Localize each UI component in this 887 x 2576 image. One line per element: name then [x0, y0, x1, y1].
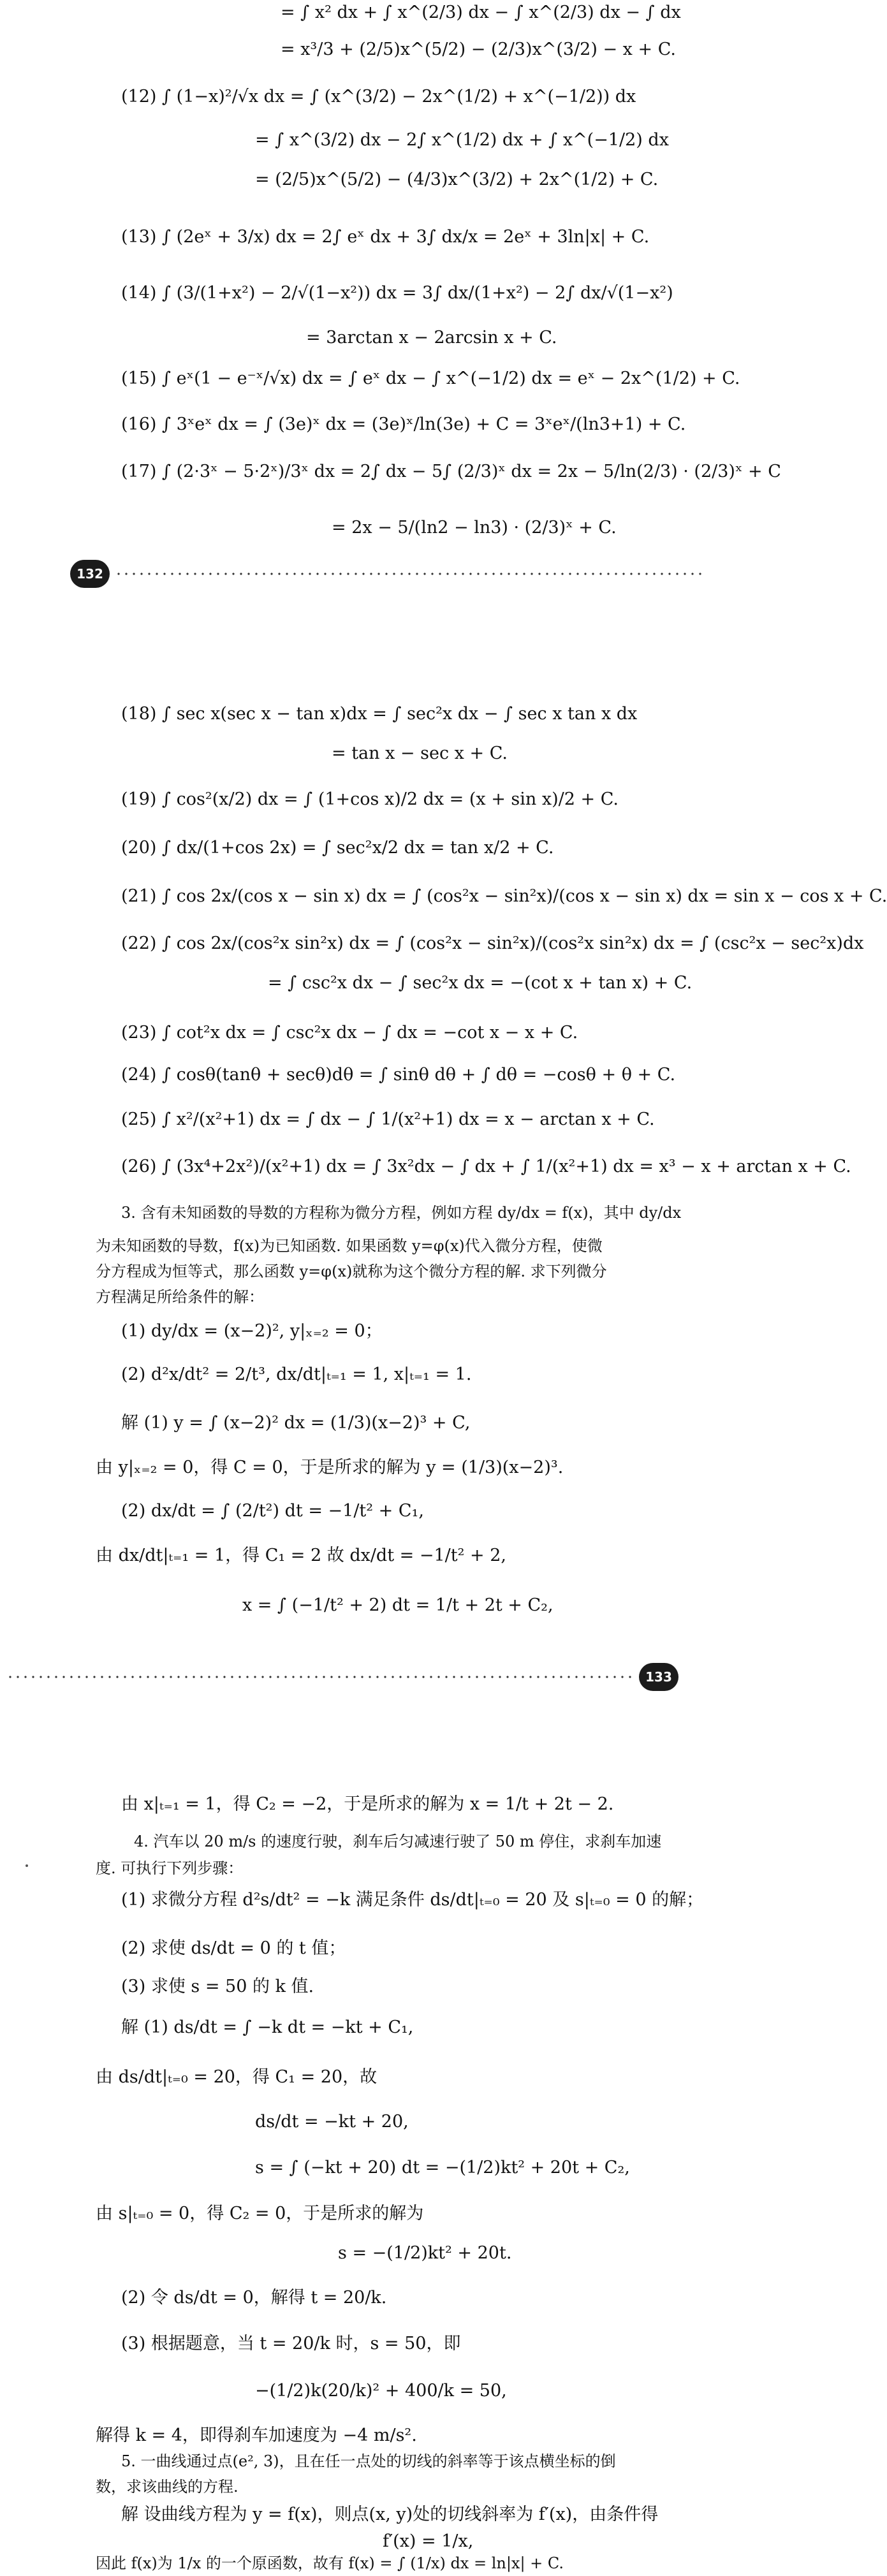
- equation-line: = tan x − sec x + C.: [332, 743, 508, 763]
- equation-line: = x³/3 + (2/5)x^(5/2) − (2/3)x^(3/2) − x + C.: [281, 40, 676, 59]
- equation-line: f′(x) = 1/x,: [383, 2531, 474, 2551]
- equation-line: (25) ∫ x²/(x²+1) dx = ∫ dx − ∫ 1/(x²+1) dx = x − arctan x + C.: [121, 1109, 655, 1129]
- equation-line: (3) 根据题意，当 t = 20/k 时，s = 50，即: [121, 2334, 461, 2353]
- equation-line: (14) ∫ (3/(1+x²) − 2/√(1−x²)) dx = 3∫ dx/(1+x²) − 2∫ dx/√(1−x²): [121, 283, 673, 303]
- paragraph-line: 数，求该曲线的方程.: [96, 2478, 238, 2496]
- equation-line: 由 ds/dt|ₜ₌₀ = 20，得 C₁ = 20，故: [96, 2067, 378, 2087]
- equation-line: = ∫ x² dx + ∫ x^(2/3) dx − ∫ x^(2/3) dx − ∫ dx: [281, 3, 681, 22]
- dotted-rule: [115, 573, 703, 575]
- page-separator: [0, 555, 722, 593]
- equation-line: (16) ∫ 3ˣeˣ dx = ∫ (3e)ˣ dx = (3e)ˣ/ln(3e) + C = 3ˣeˣ/(ln3+1) + C.: [121, 414, 686, 434]
- equation-line: (19) ∫ cos²(x/2) dx = ∫ (1+cos x)/2 dx = (x + sin x)/2 + C.: [121, 789, 619, 809]
- equation-line: x = ∫ (−1/t² + 2) dt = 1/t + 2t + C₂,: [242, 1595, 553, 1615]
- equation-line: (21) ∫ cos 2x/(cos x − sin x) dx = ∫ (cos²x − sin²x)/(cos x − sin x) dx = sin x − cos x + C.: [121, 886, 887, 906]
- equation-line: (1) dy/dx = (x−2)², y|ₓ₌₂ = 0；: [121, 1321, 383, 1341]
- equation-line: = 2x − 5/(ln2 − ln3) · (2/3)ˣ + C.: [332, 518, 617, 538]
- page-132: [0, 0, 781, 574]
- equation-line: (3) 求使 s = 50 的 k 值.: [121, 1977, 314, 1996]
- equation-line: (20) ∫ dx/(1+cos 2x) = ∫ sec²x/2 dx = tan x/2 + C.: [121, 838, 554, 858]
- equation-line: (2) dx/dt = ∫ (2/t²) dt = −1/t² + C₁,: [121, 1501, 424, 1521]
- paragraph-line: 4. 汽车以 20 m/s 的速度行驶，刹车后匀减速行驶了 50 m 停住，求刹车加速: [134, 1833, 662, 1850]
- page-number-badge: 132: [70, 560, 110, 588]
- paragraph-line: 3. 含有未知函数的导数的方程称为微分方程，例如方程 dy/dx = f(x)，其中 dy/dx: [121, 1204, 682, 1222]
- equation-line: (17) ∫ (2·3ˣ − 5·2ˣ)/3ˣ dx = 2∫ dx − 5∫ (2/3)ˣ dx = 2x − 5/ln(2/3) · (2/3)ˣ + C: [121, 462, 781, 481]
- equation-line: (24) ∫ cosθ(tanθ + secθ)dθ = ∫ sinθ dθ + ∫ dθ = −cosθ + θ + C.: [121, 1065, 676, 1085]
- equation-line: (18) ∫ sec x(sec x − tan x)dx = ∫ sec²x dx − ∫ sec x tan x dx: [121, 704, 638, 724]
- dotted-rule: [6, 1676, 633, 1678]
- equation-line: 由 x|ₜ₌₁ = 1，得 C₂ = −2，于是所求的解为 x = 1/t + 2t − 2.: [121, 1794, 614, 1814]
- paragraph-line: 5. 一曲线通过点(e², 3)，且在任一点处的切线的斜率等于该点横坐标的倒: [121, 2452, 616, 2470]
- equation-line: (13) ∫ (2eˣ + 3/x) dx = 2∫ eˣ dx + 3∫ dx/x = 2eˣ + 3ln|x| + C.: [121, 227, 650, 247]
- equation-line: s = ∫ (−kt + 20) dt = −(1/2)kt² + 20t + C₂,: [255, 2158, 630, 2177]
- equation-line: = ∫ csc²x dx − ∫ sec²x dx = −(cot x + tan x) + C.: [268, 973, 693, 993]
- paragraph-line: 为未知函数的导数，f(x)为已知函数. 如果函数 y=φ(x)代入微分方程，使微: [96, 1237, 603, 1255]
- equation-line: = (2/5)x^(5/2) − (4/3)x^(3/2) + 2x^(1/2) + C.: [255, 170, 659, 189]
- equation-line: (2) 令 ds/dt = 0，解得 t = 20/k.: [121, 2288, 387, 2308]
- paragraph-line: 度. 可执行下列步骤：: [96, 1859, 244, 1877]
- page-number-badge: 133: [639, 1663, 678, 1691]
- equation-line: (26) ∫ (3x⁴+2x²)/(x²+1) dx = ∫ 3x²dx − ∫ dx + ∫ 1/(x²+1) dx = x³ − x + arctan x + C.: [121, 1157, 851, 1176]
- equation-line: (2) d²x/dt² = 2/t³, dx/dt|ₜ₌₁ = 1, x|ₜ₌₁ = 1.: [121, 1365, 472, 1384]
- equation-line: 由 dx/dt|ₜ₌₁ = 1，得 C₁ = 2 故 dx/dt = −1/t² + 2,: [96, 1546, 506, 1565]
- paragraph-line: 由 y|ₓ₌₂ = 0，得 C = 0，于是所求的解为 y = (1/3)(x−2)³.: [96, 1458, 564, 1477]
- page-133: [0, 606, 887, 1677]
- paragraph-line: 解得 k = 4，即得刹车加速度为 −4 m/s².: [96, 2426, 417, 2445]
- scan-speck: [26, 1864, 28, 1867]
- equation-line: = ∫ x^(3/2) dx − 2∫ x^(1/2) dx + ∫ x^(−1/2) dx: [255, 130, 669, 150]
- page-separator: [0, 1658, 722, 1696]
- equation-line: (15) ∫ eˣ(1 − e⁻ˣ/√x) dx = ∫ eˣ dx − ∫ x^(−1/2) dx = eˣ − 2x^(1/2) + C.: [121, 369, 740, 388]
- equation-line: −(1/2)k(20/k)² + 400/k = 50,: [255, 2381, 507, 2401]
- paragraph-line: 由 s|ₜ₌₀ = 0，得 C₂ = 0，于是所求的解为: [96, 2204, 424, 2223]
- paragraph-line: 方程满足所给条件的解：: [96, 1288, 264, 1306]
- equation-line: (22) ∫ cos 2x/(cos²x sin²x) dx = ∫ (cos²x − sin²x)/(cos²x sin²x) dx = ∫ (csc²x − sec²x)dx: [121, 933, 864, 953]
- equation-line: 解 (1) y = ∫ (x−2)² dx = (1/3)(x−2)³ + C,: [121, 1413, 471, 1433]
- paragraph-line: 因此 f(x)为 1/x 的一个原函数，故有 f(x) = ∫ (1/x) dx = ln|x| + C.: [96, 2554, 564, 2572]
- equation-line: s = −(1/2)kt² + 20t.: [338, 2243, 512, 2263]
- equation-line: ds/dt = −kt + 20,: [255, 2112, 409, 2132]
- paragraph-line: 解 设曲线方程为 y = f(x)，则点(x, y)处的切线斜率为 f′(x)，由条件得: [121, 2505, 659, 2524]
- paragraph-line: 分方程成为恒等式，那么函数 y=φ(x)就称为这个微分方程的解. 求下列微分: [96, 1262, 607, 1280]
- equation-line: (2) 求使 ds/dt = 0 的 t 值；: [121, 1938, 346, 1958]
- page-134: [0, 1722, 722, 2572]
- equation-line: (1) 求微分方程 d²s/dt² = −k 满足条件 ds/dt|ₜ₌₀ = 20 及 s|ₜ₌₀ = 0 的解；: [121, 1890, 704, 1910]
- equation-line: (23) ∫ cot²x dx = ∫ csc²x dx − ∫ dx = −cot x − x + C.: [121, 1023, 578, 1043]
- equation-line: 解 (1) ds/dt = ∫ −k dt = −kt + C₁,: [121, 2017, 414, 2037]
- equation-line: (12) ∫ (1−x)²/√x dx = ∫ (x^(3/2) − 2x^(1/2) + x^(−1/2)) dx: [121, 87, 636, 106]
- equation-line: = 3arctan x − 2arcsin x + C.: [306, 328, 557, 348]
